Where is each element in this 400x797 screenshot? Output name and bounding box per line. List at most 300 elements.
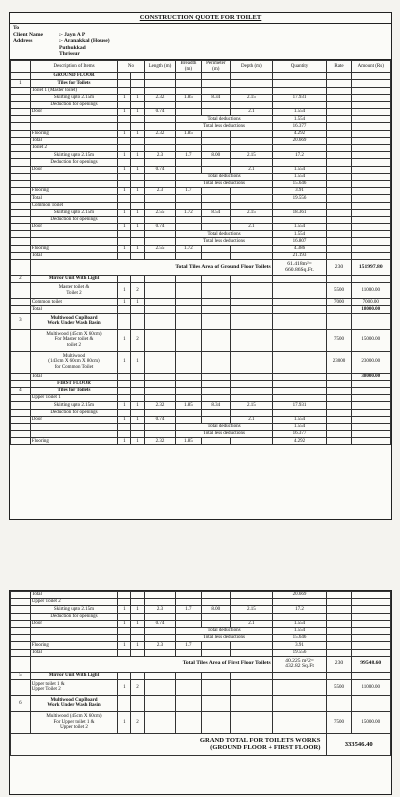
cell-no-b: 1: [131, 416, 144, 423]
cell-no-a: 1: [118, 351, 131, 373]
cell-description: Tiles for Toilets: [30, 80, 118, 87]
cell-empty: [131, 116, 144, 123]
cell-no-a: 1: [118, 416, 131, 423]
cell-sl-no: [11, 130, 31, 137]
table-row: [11, 109, 391, 116]
cell-amount: [351, 613, 391, 620]
cell-description: Multiwood (45cm X 60cm) For Upper toilet 1 & Upper toilet 2: [30, 711, 118, 733]
cell-length: 2.32: [144, 94, 176, 101]
cell-quantity: [272, 711, 327, 733]
grand-total-label: GRAND TOTAL FOR TOILETS WORKS (GROUND FLOOR + FIRST FLOOR): [11, 733, 327, 755]
cell-length: [144, 672, 176, 679]
cell-empty: [131, 635, 144, 642]
cell-no-b: 1: [131, 209, 144, 216]
cell-description: Upper Toilet 2: [30, 599, 118, 606]
cell-perimeter: [201, 145, 231, 152]
cell-breadth: [176, 202, 201, 209]
cell-length: [144, 351, 176, 373]
cell-breadth: [176, 137, 201, 144]
cell-breadth: [176, 387, 201, 394]
cell-amount: [351, 245, 391, 252]
cell-breadth: [176, 195, 201, 202]
cell-empty: [144, 173, 176, 180]
cell-no-a: 1: [118, 224, 131, 231]
table-row: [11, 620, 391, 627]
cell-breadth: [176, 416, 201, 423]
cell-length: 2.55: [144, 245, 176, 252]
cell-empty: [11, 123, 31, 130]
cell-no-b: 2: [131, 329, 144, 351]
cell-length: [144, 202, 176, 209]
cell-no-a: [118, 395, 131, 402]
cell-quantity: 19.556: [272, 649, 327, 656]
cell-no-b: [131, 613, 144, 620]
cell-amount: [351, 438, 391, 445]
cell-sl-no: 2: [11, 276, 31, 283]
cell-depth: 2.15: [231, 402, 273, 409]
cell-perimeter: [201, 166, 231, 173]
cell-rate: [327, 94, 351, 101]
cell-no-a: 1: [118, 245, 131, 252]
cell-quantity: 1.554: [272, 224, 327, 231]
cell-perimeter: [201, 672, 231, 679]
cell-perimeter: 8.00: [201, 152, 231, 159]
cell-empty: [131, 431, 144, 438]
client-name-value: :- Jayn A P: [59, 31, 86, 38]
cell-amount: [351, 592, 391, 599]
table-row: [11, 224, 391, 231]
cell-amount: 15000.00: [351, 711, 391, 733]
cell-length: [144, 313, 176, 329]
cell-breadth: [176, 252, 201, 259]
cell-breadth: [176, 672, 201, 679]
cell-amount: [351, 416, 391, 423]
cell-no-a: 1: [118, 299, 131, 306]
cell-depth: [231, 649, 273, 656]
cell-quantity: [272, 351, 327, 373]
table-row: [11, 283, 391, 299]
cell-amount: [351, 109, 391, 116]
cell-empty: [144, 231, 176, 238]
header-amount: Amount (Rs): [351, 60, 391, 72]
cell-depth: [231, 613, 273, 620]
cell-no-a: [118, 202, 131, 209]
cell-rate: [327, 195, 351, 202]
cell-empty: [144, 635, 176, 642]
cell-quantity: 17.2: [272, 152, 327, 159]
cell-breadth: [176, 299, 201, 306]
cell-perimeter: [201, 130, 231, 137]
cell-quantity: 1.554: [272, 173, 327, 180]
cell-depth: [231, 672, 273, 679]
cell-perimeter: [201, 380, 231, 387]
cell-amount: [351, 606, 391, 613]
cell-rate: [327, 416, 351, 423]
cell-empty: [144, 431, 176, 438]
cell-breadth: [176, 599, 201, 606]
cell-no-b: [131, 649, 144, 656]
table-header-row: [11, 60, 391, 72]
cell-description: Skirting upto 2.15m: [30, 152, 118, 159]
cell-sl-no: [11, 283, 31, 299]
cell-depth: [231, 679, 273, 695]
cell-no-a: 1: [118, 402, 131, 409]
cell-no-a: 1: [118, 329, 131, 351]
cell-total-label: Total deductions: [176, 116, 272, 123]
cell-breadth: [176, 679, 201, 695]
cell-rate: [327, 423, 351, 430]
cell-amount: [351, 152, 391, 159]
cell-amount: [351, 276, 391, 283]
cell-no-a: 1: [118, 188, 131, 195]
table-row: [11, 252, 391, 259]
cell-depth: [231, 380, 273, 387]
cell-no-b: [131, 252, 144, 259]
cell-breadth: [176, 166, 201, 173]
cell-breadth: 1.7: [176, 188, 201, 195]
cell-perimeter: [201, 592, 231, 599]
cell-perimeter: [201, 409, 231, 416]
cell-quantity: [272, 276, 327, 283]
cell-no-a: [118, 313, 131, 329]
cell-no-a: [118, 137, 131, 144]
cell-amount: [351, 620, 391, 627]
cell-no-b: [131, 87, 144, 94]
cell-empty: [30, 116, 118, 123]
cell-amount: 11000.00: [351, 283, 391, 299]
cell-length: [144, 159, 176, 166]
cell-amount: 99548.60: [351, 656, 391, 672]
cell-description: Total: [30, 649, 118, 656]
cell-no-a: [118, 87, 131, 94]
cell-perimeter: [201, 599, 231, 606]
cell-total-label: Total less deductions: [176, 180, 272, 187]
cell-amount: [351, 180, 391, 187]
table-row: [11, 159, 391, 166]
cell-sl-no: [11, 109, 31, 116]
cell-empty: [30, 431, 118, 438]
cell-no-b: 1: [131, 351, 144, 373]
cell-amount: [351, 642, 391, 649]
cell-rate: [327, 395, 351, 402]
cell-sl-no: 5: [11, 672, 31, 679]
cell-perimeter: 8.34: [201, 402, 231, 409]
cell-description: Skirting upto 2.15m: [30, 402, 118, 409]
cell-rate: [327, 202, 351, 209]
cell-breadth: [176, 592, 201, 599]
cell-depth: [231, 642, 273, 649]
cell-breadth: [176, 80, 201, 87]
cell-rate: [327, 409, 351, 416]
cell-description: Multiwood CupBoard Work Under Wash Basin: [30, 313, 118, 329]
cell-description: Mirror Unit With Light: [30, 672, 118, 679]
cell-no-a: 1: [118, 94, 131, 101]
cell-length: [144, 283, 176, 299]
cell-empty: [131, 238, 144, 245]
cell-rate: [327, 101, 351, 108]
cell-breadth: [176, 351, 201, 373]
cell-length: [144, 73, 176, 80]
cell-quantity: [272, 283, 327, 299]
table-row: [11, 73, 391, 80]
cell-empty: [30, 231, 118, 238]
cell-breadth: [176, 329, 201, 351]
cell-no-a: [118, 695, 131, 711]
table-row: [11, 679, 391, 695]
cell-description: Upper toilet 1 & Upper Toilet 2: [30, 679, 118, 695]
cell-empty: [30, 423, 118, 430]
cell-depth: [231, 130, 273, 137]
cell-total-label: Total deductions: [176, 627, 272, 634]
cell-length: [144, 592, 176, 599]
cell-no-b: [131, 380, 144, 387]
cell-no-b: 1: [131, 109, 144, 116]
cell-no-b: [131, 159, 144, 166]
cell-no-b: [131, 145, 144, 152]
cell-description: Toilet 2: [30, 145, 118, 152]
cell-amount: [351, 101, 391, 108]
cell-perimeter: [201, 438, 231, 445]
cell-empty: [11, 431, 31, 438]
cell-quantity: [272, 695, 327, 711]
cell-no-a: 1: [118, 152, 131, 159]
cell-breadth: [176, 87, 201, 94]
cell-quantity: [272, 672, 327, 679]
cell-perimeter: [201, 283, 231, 299]
cell-no-a: [118, 649, 131, 656]
cell-length: [144, 299, 176, 306]
cell-no-b: 1: [131, 642, 144, 649]
cell-breadth: 1.85: [176, 402, 201, 409]
cell-description: Total: [30, 373, 118, 380]
cell-rate: [327, 627, 351, 634]
cell-quantity: [272, 306, 327, 313]
cell-breadth: [176, 109, 201, 116]
table-row: [11, 329, 391, 351]
cell-perimeter: [201, 159, 231, 166]
cell-breadth: 1.72: [176, 245, 201, 252]
quote-sheet-page-1: [9, 12, 392, 520]
cell-description: Door: [30, 620, 118, 627]
cell-length: [144, 329, 176, 351]
cell-description: Flooring: [30, 245, 118, 252]
cell-quantity: [272, 87, 327, 94]
cell-perimeter: [201, 416, 231, 423]
cell-sl-no: [11, 166, 31, 173]
cell-description: GROUND FLOOR: [30, 73, 118, 80]
cell-sl-no: [11, 592, 31, 599]
cell-sl-no: [11, 416, 31, 423]
cell-rate: [327, 166, 351, 173]
table-row: [11, 635, 391, 642]
cell-rate: [327, 152, 351, 159]
cell-perimeter: [201, 387, 231, 394]
cell-amount: 23000.00: [351, 351, 391, 373]
cell-no-b: [131, 202, 144, 209]
cell-sl-no: [11, 202, 31, 209]
cell-amount: [351, 209, 391, 216]
cell-no-a: [118, 195, 131, 202]
cell-amount: [351, 238, 391, 245]
cell-rate: [327, 380, 351, 387]
cell-rate: [327, 130, 351, 137]
cell-quantity: [272, 216, 327, 223]
cell-amount: [351, 649, 391, 656]
cell-sl-no: [11, 209, 31, 216]
cell-no-b: [131, 373, 144, 380]
cell-perimeter: 8.34: [201, 94, 231, 101]
cell-no-b: 1: [131, 402, 144, 409]
cell-depth: [231, 145, 273, 152]
cell-depth: [231, 73, 273, 80]
cell-perimeter: [201, 87, 231, 94]
cell-depth: [231, 195, 273, 202]
table-row: [11, 238, 391, 245]
table-row: [11, 145, 391, 152]
cell-no-b: [131, 695, 144, 711]
cell-empty: [118, 423, 131, 430]
cell-amount: [351, 627, 391, 634]
cell-no-a: 1: [118, 438, 131, 445]
cell-perimeter: [201, 620, 231, 627]
header-no: No: [118, 60, 144, 72]
cell-no-a: 1: [118, 283, 131, 299]
cell-perimeter: [201, 351, 231, 373]
cell-breadth: 1.72: [176, 209, 201, 216]
table-row: [11, 627, 391, 634]
cell-perimeter: [201, 695, 231, 711]
cell-breadth: [176, 216, 201, 223]
cell-quantity: [272, 202, 327, 209]
cell-depth: [231, 137, 273, 144]
cell-amount: [351, 159, 391, 166]
cell-amount: 38000.00: [351, 373, 391, 380]
cell-length: [144, 306, 176, 313]
cell-no-b: 1: [131, 94, 144, 101]
cell-breadth: 1.7: [176, 606, 201, 613]
cell-amount: [351, 130, 391, 137]
cell-no-a: 1: [118, 642, 131, 649]
cell-description: Mirror Unit With Light: [30, 276, 118, 283]
cell-length: [144, 711, 176, 733]
cell-sl-no: [11, 656, 31, 672]
cell-empty: [11, 423, 31, 430]
cell-quantity: [272, 380, 327, 387]
cell-description: Multiwood (45cm X 60cm) For Master toilet & toilet 2: [30, 329, 118, 351]
cell-tiles-area-label: Total Tiles Area of First Floor Toilets: [30, 656, 272, 672]
cell-amount: [351, 599, 391, 606]
cell-quantity: 1.554: [272, 109, 327, 116]
cell-total-label: Total deductions: [176, 231, 272, 238]
cell-no-b: [131, 599, 144, 606]
grand-total-value: 333546.40: [327, 733, 391, 755]
table-row: [11, 402, 391, 409]
cell-perimeter: [201, 252, 231, 259]
header-quantity: Quantity: [272, 60, 327, 72]
table-row: [11, 116, 391, 123]
cell-breadth: [176, 620, 201, 627]
cell-breadth: [176, 695, 201, 711]
cell-rate: [327, 387, 351, 394]
cell-quantity: 17.931: [272, 402, 327, 409]
cell-sl-no: [11, 73, 31, 80]
cell-quantity: 1.554: [272, 423, 327, 430]
table-row: [11, 245, 391, 252]
cell-empty: [118, 173, 131, 180]
cell-perimeter: [201, 679, 231, 695]
cell-length: [144, 395, 176, 402]
cell-no-b: [131, 313, 144, 329]
cell-amount: [351, 402, 391, 409]
cell-description: Skirting upto 2.15m: [30, 209, 118, 216]
cell-description: Total: [30, 592, 118, 599]
cell-no-a: [118, 216, 131, 223]
table-row: [11, 416, 391, 423]
cell-depth: [231, 695, 273, 711]
cell-breadth: [176, 276, 201, 283]
cell-perimeter: [201, 202, 231, 209]
table-row: [11, 195, 391, 202]
cell-length: [144, 613, 176, 620]
cell-sl-no: 3: [11, 313, 31, 329]
cell-no-b: 1: [131, 152, 144, 159]
cell-no-a: [118, 672, 131, 679]
table-row: [11, 351, 391, 373]
cell-quantity: 15.646: [272, 180, 327, 187]
cell-description: Master toilet & Toilet 2: [30, 283, 118, 299]
quote-table-ground-floor: [10, 60, 391, 446]
cell-sl-no: [11, 224, 31, 231]
cell-total-label: Total less deductions: [176, 238, 272, 245]
cell-quantity: [272, 329, 327, 351]
table-row: [11, 409, 391, 416]
cell-breadth: [176, 380, 201, 387]
cell-rate: [327, 231, 351, 238]
cell-description: Deduction for openings: [30, 101, 118, 108]
cell-rate: [327, 635, 351, 642]
table-row: [11, 188, 391, 195]
cell-rate: [327, 649, 351, 656]
cell-description: Upper Toilet 1: [30, 395, 118, 402]
table-row: [11, 695, 391, 711]
cell-length: [144, 695, 176, 711]
cell-rate: [327, 613, 351, 620]
cell-depth: 2.15: [231, 94, 273, 101]
cell-description: Flooring: [30, 438, 118, 445]
cell-perimeter: 8.00: [201, 606, 231, 613]
cell-quantity: 20.669: [272, 592, 327, 599]
cell-quantity: [272, 73, 327, 80]
cell-perimeter: [201, 245, 231, 252]
cell-amount: [351, 409, 391, 416]
cell-length: [144, 252, 176, 259]
table-row: [11, 101, 391, 108]
cell-sl-no: 4: [11, 387, 31, 394]
cell-depth: [231, 313, 273, 329]
cell-depth: [231, 188, 273, 195]
cell-quantity: 1.554: [272, 231, 327, 238]
table-row: [11, 313, 391, 329]
cell-rate: [327, 216, 351, 223]
grand-total-row: [11, 733, 391, 755]
cell-description: Door: [30, 416, 118, 423]
cell-length: [144, 216, 176, 223]
table-row: [11, 656, 391, 672]
cell-quantity: [272, 373, 327, 380]
cell-quantity: 1.554: [272, 416, 327, 423]
cell-perimeter: [201, 613, 231, 620]
table-row: [11, 123, 391, 130]
